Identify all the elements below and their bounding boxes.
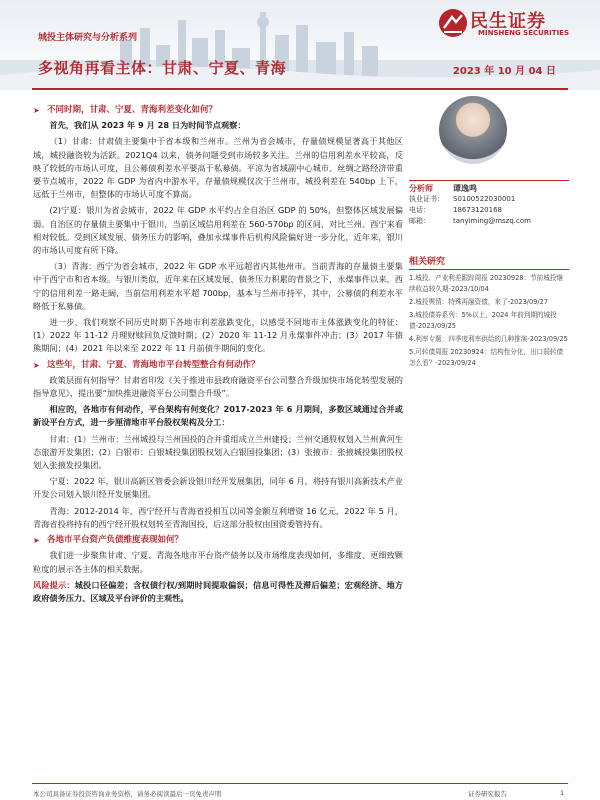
related-item[interactable]: 5.可转债周报 20230924：结构性分化，出口弱转债怎么看？-2023/09/24 [409,348,564,367]
cert-number: S0100522030001 [453,195,516,203]
footer-report-type: 证券研究报告 [468,790,507,798]
paragraph: 宁夏：2022 年，银川高新区管委会新设银川经开发展集团，同年 6 月，将持有银川高新技术产业开发公司划入银川经开发展集团。 [33,476,403,500]
analyst-info [409,183,569,227]
email-label: 邮箱： [409,217,430,225]
logo-text-en: MINSHENG SECURITIES [478,29,569,37]
arrow-right-icon: ➤ [33,360,40,370]
arrow-right-icon: ➤ [33,536,40,546]
paragraph: (2)宁夏：银川为省会城市，2022 年 GDP 水平约占全自治区 GDP 的 50%，但整体区域发展偏弱。自治区的存量债主要集中于银川，当前区域信用利差在 560-570bp 的区间，对比兰州、西宁来看相对较低。受到区域发展、债务压力的影响，叠加永煤事件后机构风险偏好进一步分化，近年来，银川的市场认可度有所下降。 [33,205,403,256]
related-item[interactable]: 3.城投债券系列：5%以上，2024 年前到期的城投债-2023/09/25 [409,311,557,330]
analyst-divider [409,180,569,181]
related-research [409,254,569,371]
page-number: 1 [560,789,565,797]
phone-label: 电话： [409,206,430,214]
related-item[interactable]: 2.城投舆情：特殊再融资债，来了-2023/09/27 [409,298,548,306]
main-content [33,104,403,605]
paragraph: 青海：2012-2014 年，西宁经开与青海省投相互以同等金额互利增资 16 亿元，2022 年 5 月，青海省投将持有的西宁经开股权划转至青海国投，后这部分股权由国资委管持有。 [33,505,403,529]
minsheng-logo-icon [438,8,468,38]
cert-label: 执业证书： [409,195,444,203]
logo-text-cn: 民生证券 [470,11,546,32]
report-date: 2023 年 10 月 04 日 [452,66,556,77]
paragraph: 进一步，我们观察不同历史时期下各地市利差涨跌变化，以感受不同地市主体涨跌变化的特征：(1）2022 年 11-12 月理财赎回负反馈时期；(2）2020 年 11-12 月永煤事件冲击；(3）2017 年债熊期间；(4）2021 年以来至 2022 年 11 月前债牛期间的变化。 [33,317,403,354]
header-divider [32,88,568,90]
section-heading: ➤ 不同时期，甘肃、宁夏、青海利差变化如何？ [33,104,403,117]
analyst-name: 谭逸鸣 [453,184,477,193]
arrow-right-icon: ➤ [33,106,40,115]
risk-text: 城投口径偏差；含权债行权/到期时间提取偏误；信息可得性及滞后偏差；宏观经济、地方政府债务压力、区域及平台评价的主观性。 [33,579,403,603]
paragraph: （1）甘肃：甘肃债主要集中于省本级和兰州市。兰州为省会城市，存量债规模显著高于其他区域，城投融资较为活跃。2021Q4 以来，债务问题受到市场较多关注。兰州的信用利差水平较高，反映了较低的市场认可度，且公募债利差水平要高于私募债。平凉为省域副中心城市、丝绸之路经济带重要节点城市，2022 年 GDP 为省内中游水平，存量债规模仅次于兰州市，城投利差在 540bp 上下，远低于兰州市，但整体的市场认可度不算高。 [33,136,403,200]
analyst-role: 分析师 [409,184,433,193]
report-series: 城投主体研究与分析系列 [38,33,138,43]
paragraph: 甘肃：(1）兰州市：兰州城投与兰州国投的合并重组成立兰州建投；兰州交通股权划入兰州黄河生态旅游开发集团；(2）白银市：白银城投集团股权划入白银国投集团；(3）张掖市：张掖城投集团股权划入张掖发投集团。 [33,433,403,471]
footer-divider [32,783,568,784]
related-item[interactable]: 1.城投、产业利差跟踪周报 20230928：节前城投继续收益较久期-2023/10/04 [409,274,564,293]
related-item[interactable]: 4.利率专题：四季度利率供给的几种推演-2023/09/25 [409,335,568,343]
paragraph: 我们进一步聚焦甘肃、宁夏、青海各地市平台资产债务以及市场维度表现如何，多维度、更细致颗粒度的展示各主体的相关数据。 [33,550,403,574]
email-address[interactable]: tanyiming@mszq.com [453,217,531,225]
risk-warning [33,579,403,605]
related-heading: 相关研究 [409,254,569,270]
phone-number: 18673120168 [453,206,502,214]
report-title: 多视角再看主体：甘肃、宁夏、青海 [38,59,287,77]
paragraph: 相应的，各地市有何动作，平台架构有何变化？2017-2023 年 6 月期间，多数区域通过合并或新设平台方式，进一步厘清地市平台股权架构及分工： [33,404,403,428]
section-heading: ➤ 这些年，甘肃、宁夏、青海地市平台转型整合有何动作？ [33,359,403,372]
analyst-photo [439,96,507,164]
paragraph: （3）青海：西宁为省会城市，2022 年 GDP 水平远超省内其他州市。当前青海的存量债主要集中于西宁市和省本级。与银川类似，近年来在区域发展、债务压力积累的背景之下，永煤事件以来，西宁的信用利差一路走阔，当前信用利差水平超 700bp，基本与兰州市持平，其中，公募债的利差水平略低于私募债。 [33,261,403,311]
paragraph: 首先，我们从 2023 年 9 月 28 日为时间节点观察： [49,120,246,131]
section-heading: ➤ 各地市平台资产负债维度表现如何？ [33,534,403,547]
footer-disclaimer: 本公司具备证券投资咨询业务资格，请务必阅读最后一页免责声明 [33,790,222,798]
paragraph: 政策层面有何指导？甘肃省印发《关于推进市县政府融资平台公司整合升级加快市场化转型发展的指导意见》，提出要“加快推进融资平台公司整合升级”。 [33,374,403,399]
risk-label: 风险提示： [33,579,75,590]
